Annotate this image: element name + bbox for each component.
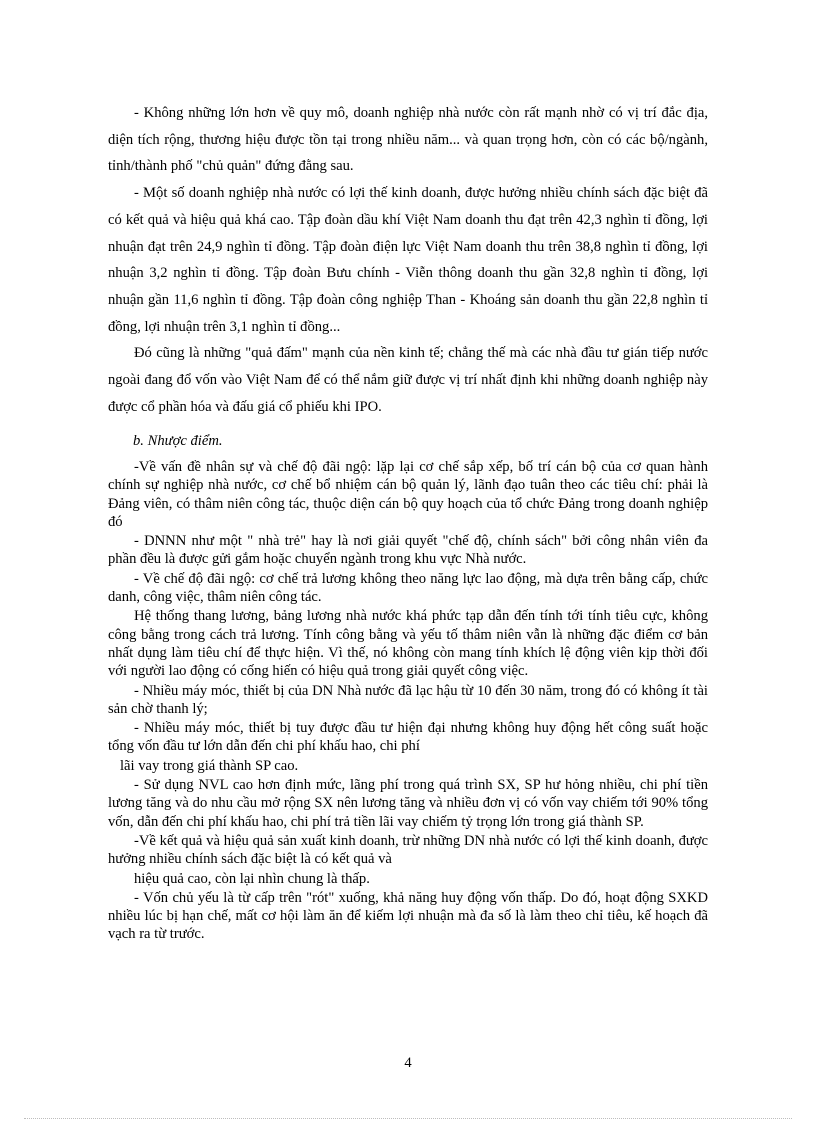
paragraph: - Về chế độ đãi ngộ: cơ chế trả lương không theo năng lực lao động, mà dựa trên bằng cấp, chức danh, công việc, thâm niên công tác. — [108, 570, 708, 606]
paragraph: -Về kết quả và hiệu quả sản xuất kinh doanh, trừ những DN nhà nước có lợi thế kinh doanh, được hưởng nhiều chính sách đặc biệt là có kết quả và — [108, 832, 708, 868]
section-heading-disadvantages: b. Nhược điểm. — [133, 433, 223, 449]
paragraph: - Nhiều máy móc, thiết bị tuy được đầu tư hiện đại nhưng không huy động hết công suất hoặc tổng vốn đầu tư lớn dẫn đến chi phí khấu hao, chi phí — [108, 720, 708, 755]
paragraph: lãi vay trong giá thành SP cao. — [120, 757, 299, 774]
paragraph: - Không những lớn hơn về quy mô, doanh nghiệp nhà nước còn rất mạnh nhờ có vị trí đắc địa, diện tích rộng, thương hiệu được tồn tại trong nhiều năm... và quan trọng hơn, còn có các bộ/ngành, tỉnh/thành phố "chủ quản" đứng đằng sau. — [108, 105, 708, 175]
paragraph: Đó cũng là những "quả đấm" mạnh của nền kinh tế; chẳng thế mà các nhà đầu tư gián tiếp nước ngoài đang đổ vốn vào Việt Nam để có thể nắm giữ được vị trí nhất định khi những doanh nghiệp này được cổ phần hóa và đấu giá cổ phiếu khi IPO. — [108, 345, 708, 415]
paragraph: - Vốn chủ yếu là từ cấp trên "rót" xuống, khả năng huy động vốn thấp. Do đó, hoạt động SXKD nhiều lúc bị hạn chế, mất cơ hội làm ăn để kiếm lợi nhuận mà đa số là làm theo chỉ tiêu, kế hoạch đã vạch ra từ trước. — [108, 889, 708, 943]
paragraph: Hệ thống thang lương, bảng lương nhà nước khá phức tạp dẫn đến tính tới tính tiêu cực, không công bằng trong cách trả lương. Tính công bằng và yếu tố thâm niên vẫn là những đặc điểm cơ bản nhất dụng làm tiêu chí để thực hiện. Vì thế, nó không còn mang tính khích lệ động viên kịp thời đối với người lao động có cống hiến có hiệu quả trong giải quyết công việc. — [108, 608, 708, 680]
paragraph: - Sử dụng NVL cao hơn định mức, lãng phí trong quá trình SX, SP hư hỏng nhiều, chi phí tiền lương tăng và do nhu cầu mở rộng SX nên lương tăng và nhiều đơn vị có vốn vay chiếm tới 90% tổng vốn, dẫn đến chi phí khấu hao, chi phí trả tiền lãi vay chiếm tỷ trọng lớn trong giá thành SP. — [108, 777, 708, 830]
paragraph: - Nhiều máy móc, thiết bị của DN Nhà nước đã lạc hậu từ 10 đến 30 năm, trong đó có không ít tài sản chờ thanh lý; — [108, 682, 708, 717]
disadvantages-section — [108, 458, 708, 945]
advantages-section-continued — [108, 100, 708, 420]
paragraph: -Về vấn đề nhân sự và chế độ đãi ngộ: lặp lại cơ chế sắp xếp, bố trí cán bộ của cơ quan hành chính sự nghiệp nhà nước, cơ chế bổ nhiệm cán bộ quản lý, lãnh đạo tuân theo các tiêu chí: phải là Đảng viên, có thâm niên công tác, thuộc diện cán bộ quy hoạch của tổ chức Đảng trong doanh nghiệp đó — [108, 459, 708, 530]
paragraph: hiệu quả cao, còn lại nhìn chung là thấp. — [134, 870, 370, 887]
page-bottom-border — [24, 1118, 792, 1119]
page-number: 4 — [404, 1055, 412, 1071]
paragraph: - Một số doanh nghiệp nhà nước có lợi thế kinh doanh, được hưởng nhiều chính sách đặc biệt đã có kết quả và hiệu quả khá cao. Tập đoàn dầu khí Việt Nam doanh thu đạt trên 42,3 nghìn tỉ đồng, lợi nhuận đạt trên 24,9 nghìn tỉ đồng. Tập đoàn điện lực Việt Nam doanh thu trên 38,8 nghìn tỉ đồng, lợi nhuận 3,2 nghìn tỉ đồng. Tập đoàn Bưu chính - Viễn thông doanh thu gần 32,8 nghìn tỉ đồng, lợi nhuận gần 11,6 nghìn tỉ đồng. Tập đoàn công nghiệp Than - Khoáng sản doanh thu gần 22,8 nghìn tỉ đồng, lợi nhuận trên 3,1 nghìn tỉ đồng... — [108, 185, 708, 335]
paragraph: - DNNN như một " nhà trẻ" hay là nơi giải quyết "chế độ, chính sách" bởi công nhân viên đa phần đều là được gửi gắm hoặc chuyển ngành trong khu vực Nhà nước. — [108, 533, 708, 568]
